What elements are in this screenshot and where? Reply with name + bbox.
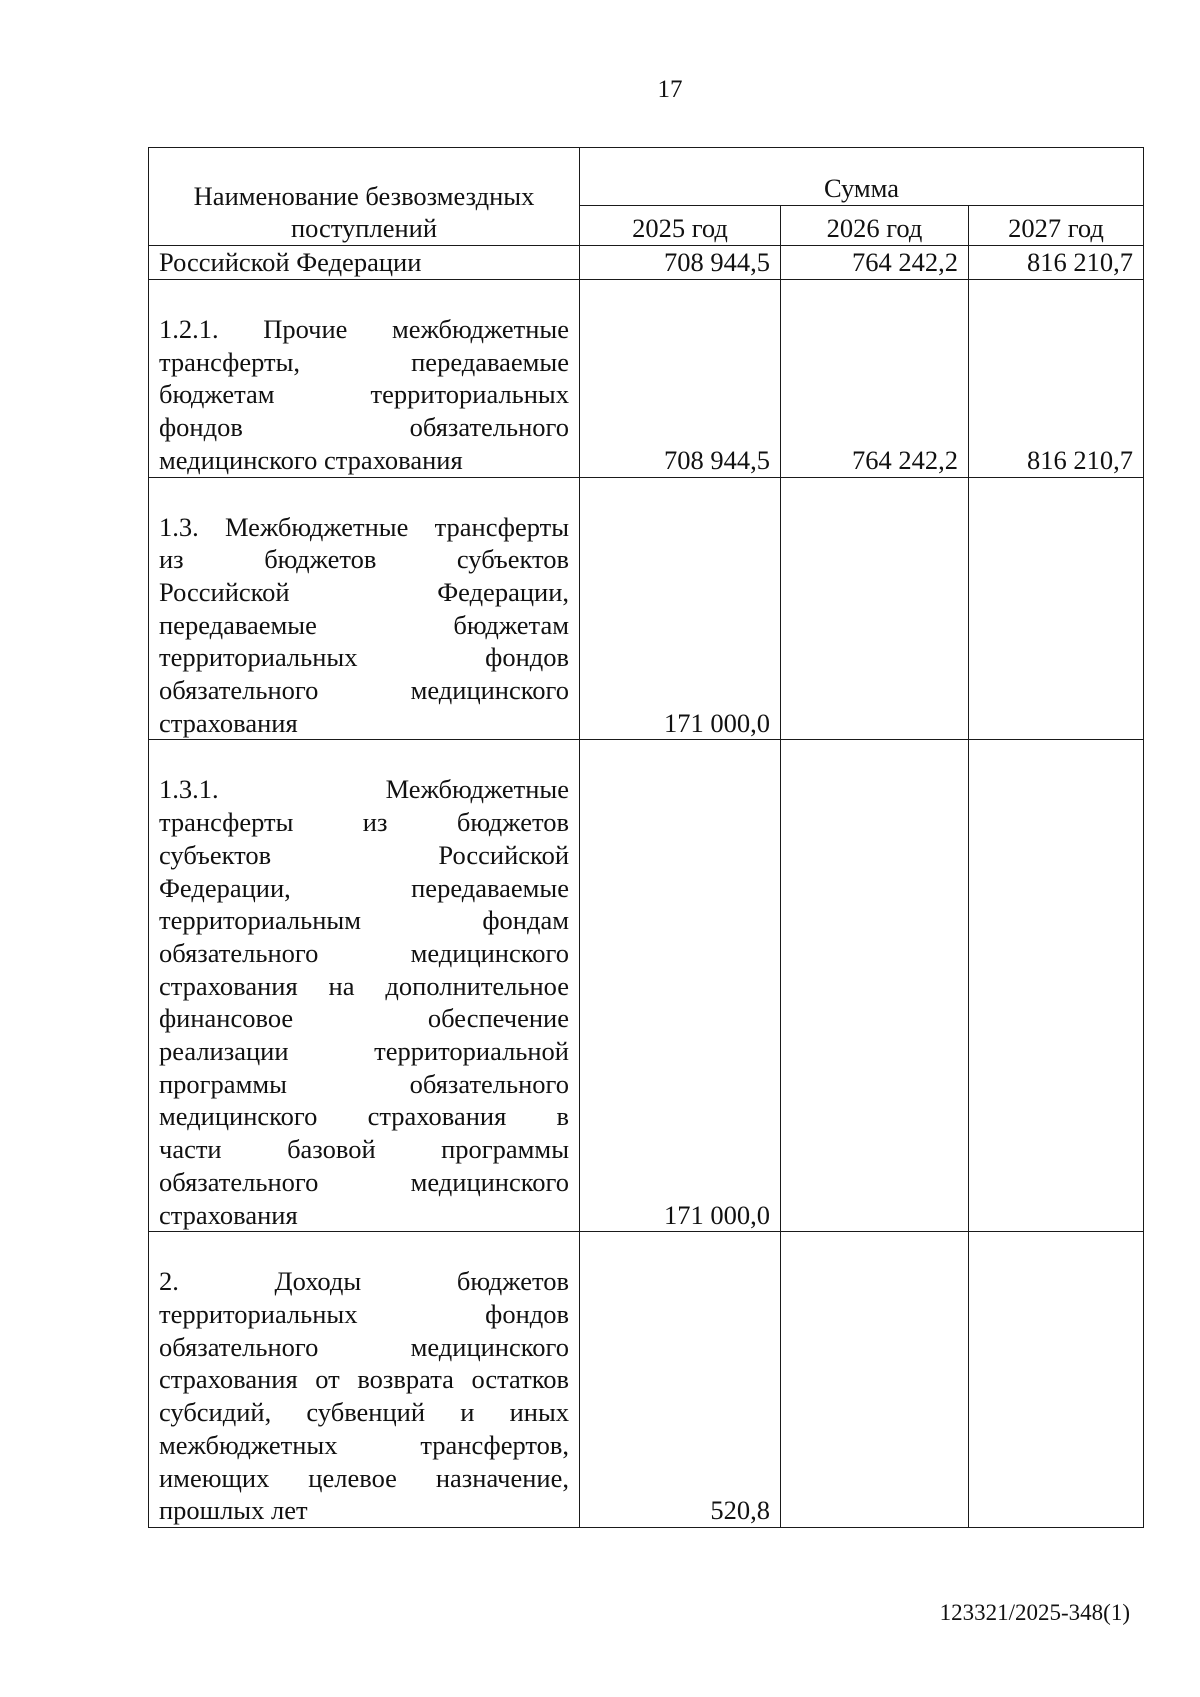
row-name-line: субъектов Российской — [159, 839, 569, 870]
row-name-line: трансферты, передаваемые — [159, 346, 569, 377]
row-name-line: Российской Федерации, — [159, 576, 569, 607]
row-name-cell — [149, 1232, 580, 1528]
row-name-line: 1.3.1. Межбюджетные — [159, 774, 569, 805]
row-name-line: обязательного медицинского — [159, 937, 569, 968]
row-name-cell — [149, 246, 580, 280]
row-value-2025: 708 944,5 — [580, 280, 781, 478]
row-name-cell — [149, 740, 580, 1232]
row-name-line: межбюджетных трансфертов, — [159, 1429, 569, 1460]
row-name-line: имеющих целевое назначение, — [159, 1462, 569, 1493]
row-name-line: прошлых лет — [159, 1495, 308, 1526]
row-name-line: Российской Федерации — [159, 247, 422, 278]
row-value-2027 — [969, 477, 1144, 740]
row-value-2026: 764 242,2 — [781, 246, 969, 280]
row-name-line: Федерации, передаваемые — [159, 872, 569, 903]
row-name-line: страхования от возврата остатков — [159, 1364, 569, 1395]
row-value-2026: 764 242,2 — [781, 280, 969, 478]
row-name-line: 2. Доходы бюджетов — [159, 1266, 569, 1297]
row-name-line: из бюджетов субъектов — [159, 544, 569, 575]
row-value-2025: 520,8 — [580, 1232, 781, 1528]
header-sum-column: Сумма — [580, 148, 1144, 206]
row-name-line: медицинского страхования в — [159, 1101, 569, 1132]
row-name-line: медицинского страхования — [159, 444, 463, 475]
row-name-line: трансферты из бюджетов — [159, 807, 569, 838]
row-value-2026 — [781, 1232, 969, 1528]
row-name-line: программы обязательного — [159, 1068, 569, 1099]
row-value-2027: 816 210,7 — [969, 246, 1144, 280]
row-name-cell — [149, 477, 580, 740]
header-year-2026: 2026 год — [781, 206, 969, 246]
row-name-cell — [149, 280, 580, 478]
row-name-line: страхования — [159, 1199, 298, 1230]
row-name-line: передаваемые бюджетам — [159, 609, 569, 640]
row-value-2025: 171 000,0 — [580, 740, 781, 1232]
row-value-2027: 816 210,7 — [969, 280, 1144, 478]
row-name-line: страхования на дополнительное — [159, 970, 569, 1001]
table-row — [149, 1232, 1144, 1528]
page-number: 17 — [657, 76, 683, 103]
row-value-2026 — [781, 740, 969, 1232]
row-name-line: части базовой программы — [159, 1134, 569, 1165]
row-name-line: фондов обязательного — [159, 412, 569, 443]
row-value-2025: 708 944,5 — [580, 246, 781, 280]
table-row — [149, 280, 1144, 478]
row-value-2027 — [969, 740, 1144, 1232]
row-name-line: обязательного медицинского — [159, 1331, 569, 1362]
row-name-line: территориальных фондов — [159, 642, 569, 673]
row-name-line: территориальных фондов — [159, 1298, 569, 1329]
revenue-table — [148, 147, 1144, 1528]
row-name-line: финансовое обеспечение — [159, 1003, 569, 1034]
row-name-line: страхования — [159, 707, 298, 738]
row-value-2026 — [781, 477, 969, 740]
table-row — [149, 246, 1144, 280]
row-name-line: реализации территориальной — [159, 1036, 569, 1067]
row-name-line: 1.3. Межбюджетные трансферты — [159, 511, 569, 542]
document-code: 123321/2025-348(1) — [939, 1600, 1130, 1625]
header-year-2025: 2025 год — [580, 206, 781, 246]
row-name-line: обязательного медицинского — [159, 1166, 569, 1197]
header-year-2027: 2027 год — [969, 206, 1144, 246]
row-name-line: территориальным фондам — [159, 905, 569, 936]
table-row — [149, 740, 1144, 1232]
table-row — [149, 477, 1144, 740]
row-name-line: бюджетам территориальных — [159, 379, 569, 410]
row-name-line: 1.2.1. Прочие межбюджетные — [159, 314, 569, 344]
row-value-2025: 171 000,0 — [580, 477, 781, 740]
row-value-2027 — [969, 1232, 1144, 1528]
header-name-column: Наименование безвозмездных поступлений — [149, 148, 580, 246]
row-name-line: обязательного медицинского — [159, 675, 569, 706]
row-name-line: субсидий, субвенций и иных — [159, 1397, 569, 1428]
